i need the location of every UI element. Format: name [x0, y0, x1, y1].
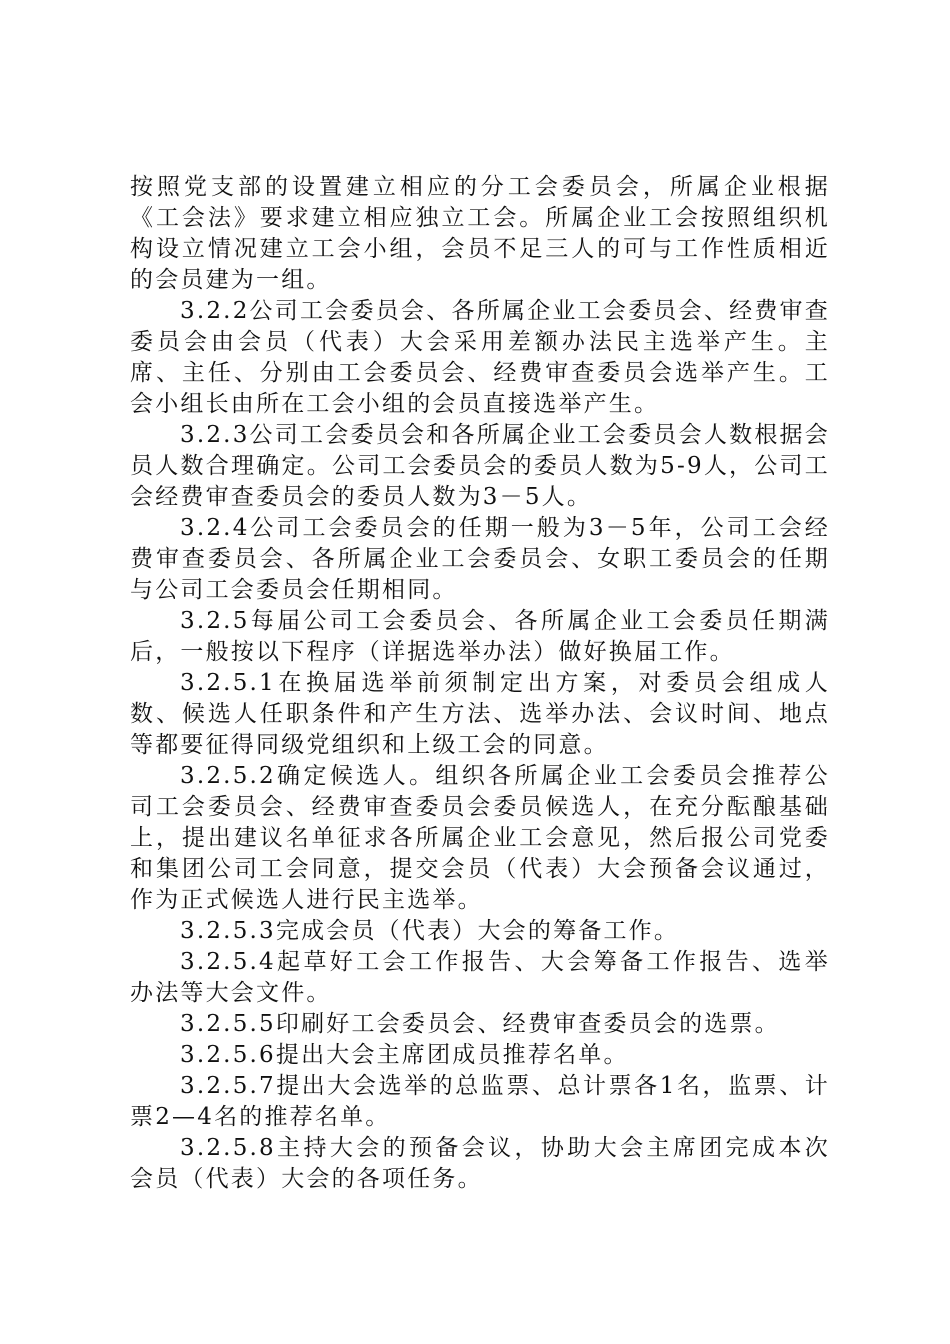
paragraph-3-2-5-6: 3.2.5.6提出大会主席团成员推荐名单。 [180, 1042, 629, 1068]
paragraph-3-2-5-8: 3.2.5.8主持大会的预备会议，协助大会主席团完成本次会员（代表）大会的各项任务。 [130, 1135, 830, 1192]
paragraph-3-2-5-7: 3.2.5.7提出大会选举的总监票、总计票各1名，监票、计票2—4名的推荐名单。 [130, 1073, 830, 1130]
paragraph-3-2-2: 3.2.2公司工会委员会、各所属企业工会委员会、经费审查委员会由会员（代表）大会采用差额办法民主选举产生。主席、主任、分别由工会委员会、经费审查委员会选举产生。工会小组长由所在工会小组的会员直接选举产生。 [130, 298, 830, 417]
paragraph-3-2-3: 3.2.3公司工会委员会和各所属企业工会委员会人数根据会员人数合理确定。公司工会委员会的委员人数为5-9人，公司工会经费审查委员会的委员人数为3－5人。 [130, 422, 830, 510]
paragraph-3-2-5-4: 3.2.5.4起草好工会工作报告、大会筹备工作报告、选举办法等大会文件。 [130, 949, 830, 1006]
paragraph-3-2-5: 3.2.5每届公司工会委员会、各所属企业工会委员任期满后，一般按以下程序（详据选举办法）做好换届工作。 [130, 608, 830, 665]
paragraph-1: 按照党支部的设置建立相应的分工会委员会，所属企业根据《工会法》要求建立相应独立工会。所属企业工会按照组织机构设立情况建立工会小组，会员不足三人的可与工作性质相近的会员建为一组。 [130, 174, 830, 293]
paragraph-3-2-4: 3.2.4公司工会委员会的任期一般为3－5年，公司工会经费审查委员会、各所属企业工会委员会、女职工委员会的任期与公司工会委员会任期相同。 [130, 515, 830, 603]
paragraph-3-2-5-5: 3.2.5.5印刷好工会委员会、经费审查委员会的选票。 [180, 1011, 780, 1037]
paragraph-3-2-5-3: 3.2.5.3完成会员（代表）大会的筹备工作。 [180, 918, 680, 944]
paragraph-3-2-5-2: 3.2.5.2确定候选人。组织各所属企业工会委员会推荐公司工会委员会、经费审查委员会委员候选人，在充分酝酿基础上，提出建议名单征求各所属企业工会意见，然后报公司党委和集团公司工会同意，提交会员（代表）大会预备会议通过，作为正式候选人进行民主选举。 [130, 763, 830, 913]
paragraph-3-2-5-1: 3.2.5.1在换届选举前须制定出方案，对委员会组成人数、候选人任职条件和产生方法、选举办法、会议时间、地点等都要征得同级党组织和上级工会的同意。 [130, 670, 830, 758]
document-body [130, 172, 830, 1195]
